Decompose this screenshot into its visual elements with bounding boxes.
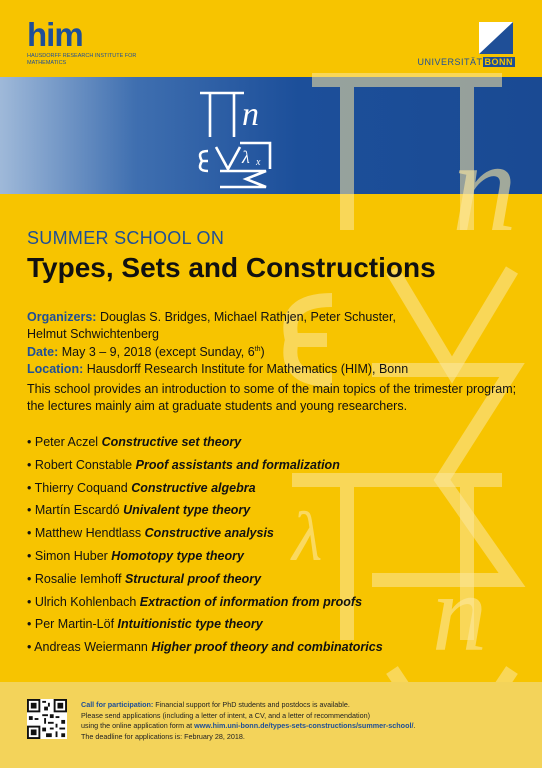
topic: Constructive algebra xyxy=(131,480,256,495)
event-overline: SUMMER SCHOOL ON xyxy=(27,228,225,248)
location-value: Hausdorff Research Institute for Mathematics (HIM), Bonn xyxy=(86,361,409,376)
call-for-participation xyxy=(81,700,531,742)
him-logo[interactable] xyxy=(27,18,137,67)
svg-text:λ: λ xyxy=(242,147,250,167)
call-label: Call for participation: xyxy=(81,700,154,709)
topic: Univalent type theory xyxy=(123,503,251,518)
math-emblem-icon xyxy=(192,85,274,190)
university-city: BONN xyxy=(484,57,513,67)
event-info xyxy=(27,309,497,377)
speaker: Robert Constable xyxy=(34,457,133,472)
topic: Constructive analysis xyxy=(144,526,274,541)
speaker: Rosalie Iemhoff xyxy=(34,571,122,586)
list-item: • Martín Escardó Univalent type theory xyxy=(27,503,251,518)
speaker: Martín Escardó xyxy=(34,503,120,518)
university-wordmark xyxy=(417,57,515,67)
organizers-value: Douglas S. Bridges, Michael Rathjen, Peter Schuster, xyxy=(99,310,396,324)
list-item: • Matthew Hendtlass Constructive analysis xyxy=(27,526,274,541)
svg-text:n: n xyxy=(432,552,487,674)
topic: Proof assistants and formalization xyxy=(135,457,340,472)
topic: Homotopy type theory xyxy=(111,548,244,563)
speaker: Thierry Coquand xyxy=(34,480,128,495)
call-line-3-suffix: . xyxy=(413,721,416,730)
event-title: Types, Sets and Constructions xyxy=(27,252,436,283)
date-close: ) xyxy=(260,345,265,360)
list-item: • Andreas Weiermann Higher proof theory and combinatorics xyxy=(27,640,383,655)
date-label: Date: xyxy=(27,345,59,360)
speaker: Simon Huber xyxy=(34,548,108,563)
date-line xyxy=(27,342,497,361)
university-name: UNIVERSITÄT xyxy=(417,57,483,67)
application-link[interactable]: www.him.uni-bonn.de/types-sets-constructions/summer-school/ xyxy=(194,721,414,730)
list-item: • Peter Aczel Constructive set theory xyxy=(27,435,242,449)
list-item: • Robert Constable Proof assistants and formalization xyxy=(27,457,340,472)
topic: Constructive set theory xyxy=(101,435,242,449)
topic: Extraction of information from proofs xyxy=(139,594,363,609)
topic: Higher proof theory and combinatorics xyxy=(151,640,383,655)
organizers-value-cont: Helmut Schwichtenberg xyxy=(27,326,160,341)
him-logo-subtitle: HAUSDORFF RESEARCH INSTITUTE FOR MATHEMATICS xyxy=(27,53,137,66)
deadline-line: The deadline for applications is: February 28, 2018. xyxy=(81,731,245,741)
speaker: Matthew Hendtlass xyxy=(34,526,142,541)
topic: Structural proof theory xyxy=(124,571,262,586)
call-text: Financial support for PhD students and postdocs is available. xyxy=(155,700,350,709)
date-superscript: th xyxy=(254,346,261,353)
call-line-3 xyxy=(81,721,531,732)
speaker: Peter Aczel xyxy=(34,435,99,449)
speaker: Ulrich Kohlenbach xyxy=(34,594,137,609)
svg-text:x: x xyxy=(256,157,261,168)
organizers-label: Organizers: xyxy=(27,310,97,324)
lecture-list xyxy=(27,434,517,662)
call-line-2: Please send applications (including a letter of intent, a CV, and a letter of recommendation) xyxy=(81,710,371,720)
list-item: • Per Martin-Löf Intuitionistic type theory xyxy=(27,617,263,632)
call-line-1 xyxy=(81,700,531,711)
location-line xyxy=(27,361,497,378)
university-bonn-logo[interactable] xyxy=(405,22,515,67)
list-item: • Thierry Coquand Constructive algebra xyxy=(27,480,256,495)
date-value: May 3 – 9, 2018 (except Sunday, 6 xyxy=(61,345,255,360)
list-item: • Rosalie Iemhoff Structural proof theory xyxy=(27,571,262,586)
speaker: Andreas Weiermann xyxy=(34,640,148,655)
call-line-3-prefix: using the online application form at xyxy=(81,721,193,730)
speaker: Per Martin-Löf xyxy=(34,617,115,632)
list-item: • Simon Huber Homotopy type theory xyxy=(27,548,244,563)
organizers-line xyxy=(27,309,497,326)
intro-paragraph: This school provides an introduction to some of the main topics of the trimester program; the lectures mainly aim at graduate students and young researchers. xyxy=(27,382,517,413)
qr-code-icon[interactable] xyxy=(27,699,67,739)
svg-text:n: n xyxy=(452,115,517,259)
topic: Intuitionistic type theory xyxy=(117,617,263,632)
university-logo-mark xyxy=(405,22,515,56)
svg-text:λ: λ xyxy=(292,499,323,576)
svg-text:n: n xyxy=(242,96,259,133)
list-item: • Ulrich Kohlenbach Extraction of information from proofs xyxy=(27,594,363,609)
location-label: Location: xyxy=(27,361,84,376)
him-logo-word: him xyxy=(27,16,83,53)
